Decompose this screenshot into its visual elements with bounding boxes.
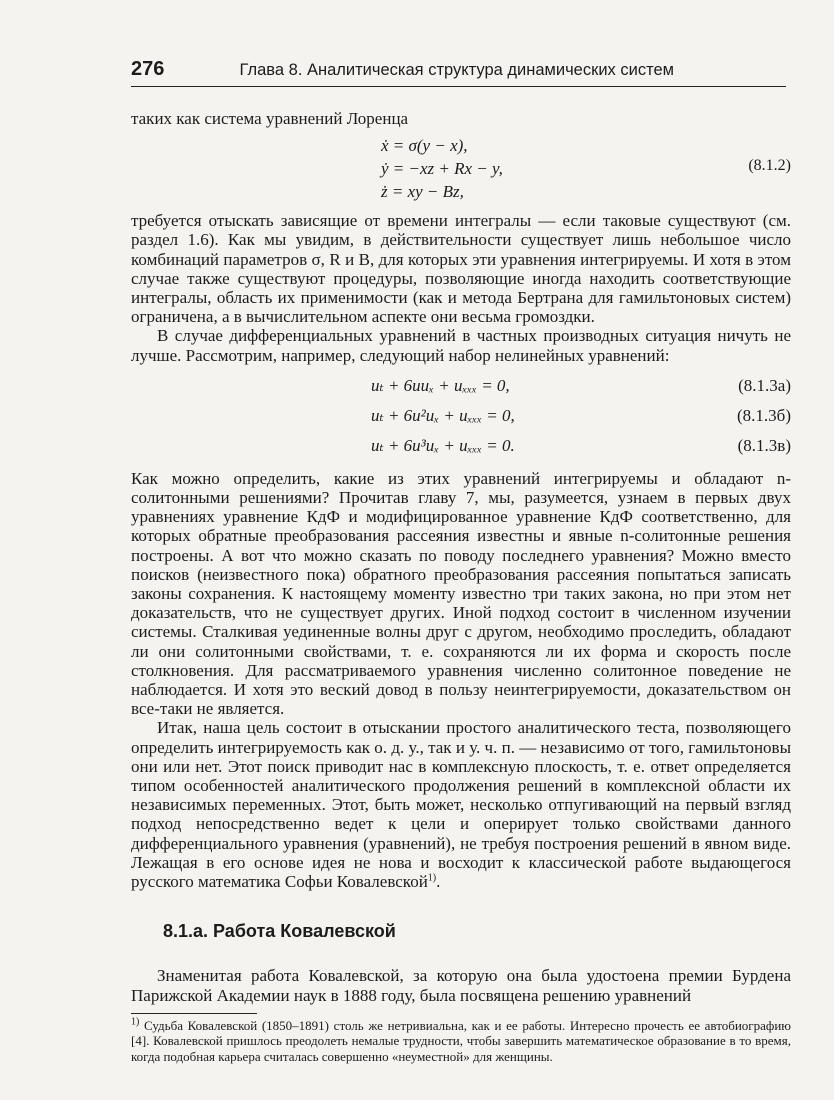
book-page xyxy=(131,58,791,1064)
page-header xyxy=(131,58,786,87)
paragraph-4-end: . xyxy=(436,872,441,892)
paragraph-3: Как можно определить, какие из этих уравнений интегрируемы и обладают n-солитонными решениями? Прочитав главу 7, мы, разумеется, узнаем в первых двух уравнениях уравнение КдФ и модифицированное уравнение КдФ соответственно, для которых обратные преобразования рассеяния известны и явные n-солитонные решения построены. А вот что можно сказать по поводу последнего уравнения? Можно вместо поисков (неизвестного пока) обратного преобразования рассеяния попытаться записать законы сохранения. К настоящему моменту известно три таких закона, но при этом нет доказательств, что не существует других. Иной подход состоит в численном изучении системы. Сталкивая уединенные волны друг с другом, необходимо проследить, обладают ли они солитонными свойствами, т. е. сохраняются ли их форма и скорость после столкновения. Для рассматриваемого уравнения численно солитонное поведение не наблюдается. И хотя это веский довод в пользу неинтегрируемости, доказательством он все-таки не является. xyxy=(131,468,791,719)
kdv-eq-a: uₜ + 6uuₓ + uₓₓₓ = 0, xyxy=(371,375,510,395)
lorenz-eq-2: ẏ = −xz + Rx − y, xyxy=(381,159,503,179)
lorenz-equations xyxy=(131,134,791,203)
paragraph-5: Знаменитая работа Ковалевской, за которую она была удостоена премии Бурдена Парижской Академии наук в 1888 году, была посвящена решению уравнений xyxy=(131,966,791,1005)
footnote-text: Судьба Ковалевской (1850–1891) столь же нетривиальна, как и ее работы. Интересно прочесть ее автобиографию [4]. Ковалевской пришлось преодолеть немалые трудности, чтобы завершить математическое образование в то время, когда подобная карьера считалась совершенно «неуместной» для женщины. xyxy=(131,1017,791,1064)
footnote-divider xyxy=(131,1013,257,1014)
equation-number: (8.1.3а) xyxy=(738,375,791,395)
footnote-mark: 1) xyxy=(131,1016,140,1028)
kdv-eq-c: uₜ + 6u³uₓ + uₓₓₓ = 0. xyxy=(371,435,515,455)
intro-line: таких как система уравнений Лоренца xyxy=(131,109,409,128)
footnote xyxy=(131,1018,791,1065)
paragraph-2: В случае дифференциальных уравнений в частных производных ситуация ничуть не лучше. Рассмотрим, например, следующий набор нелинейных уравнений: xyxy=(131,326,791,365)
section-heading: 8.1.а. Работа Ковалевской xyxy=(163,921,396,942)
equation-number: (8.1.3б) xyxy=(737,405,791,425)
paragraph-1: требуется отыскать зависящие от времени интегралы — если таковые существуют (см. раздел 1.6). Как мы увидим, в действительности существует лишь небольшое число комбинаций параметров σ, R и B, для которых эти уравнения интегрируемы. И хотя в этом случае также существуют процедуры, позволяющие иногда находить соответствующие интегралы, область их применимости (как и метода Бертрана для гамильтоновых систем) ограничена, а в вычислительном аспекте они весьма громоздки. xyxy=(131,211,791,327)
paragraph-4 xyxy=(131,718,791,891)
equation-number: (8.1.3в) xyxy=(737,435,791,455)
paragraph-4-text: Итак, наша цель состоит в отыскании простого аналитического теста, позволяющего определить интегрируемость как о. д. у., так и у. ч. п. — независимо от того, гамильтоновы они или нет. Этот поиск приводит нас в комплексную плоскость, т. е. ответ определяется типом особенностей аналитического продолжения решений в комплексной области их независимых переменных. Этот, быть может, несколько отпугивающий на первый взгляд подход непосредственно ведет к цели и оперирует только свойствами данного дифференциального уравнения (уравнений), не требуя построения решений в явном виде. Лежащая в его основе идея не нова и восходит к классической работе выдающегося русского математика Софьи Ковалевской xyxy=(131,718,791,892)
lorenz-eq-3: ż = xy − Bz, xyxy=(381,182,464,202)
running-head: Глава 8. Аналитическая структура динамических систем xyxy=(239,61,674,79)
equation-number: (8.1.2) xyxy=(748,157,791,175)
footnote-marker: 1) xyxy=(427,872,437,884)
kdv-equations xyxy=(131,371,791,461)
kdv-eq-b: uₜ + 6u²uₓ + uₓₓₓ = 0, xyxy=(371,405,515,425)
lorenz-eq-1: ẋ = σ(y − x), xyxy=(381,136,468,156)
page-number: 276 xyxy=(131,58,165,80)
